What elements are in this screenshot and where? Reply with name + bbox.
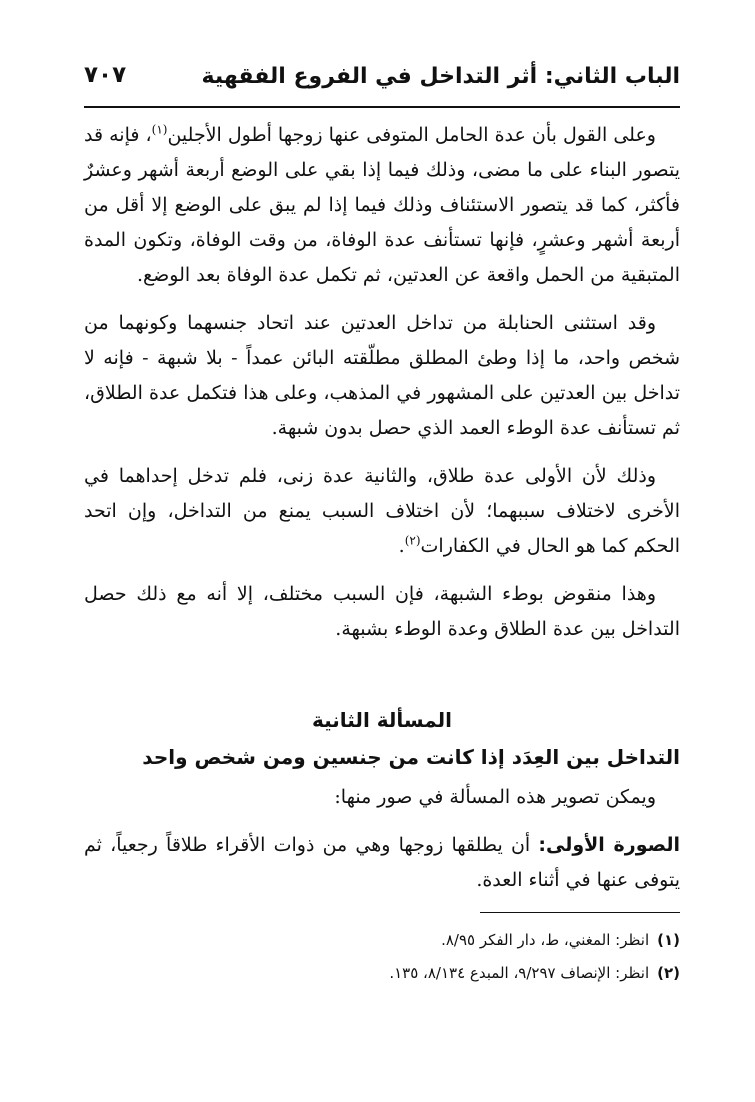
footnote-text: انظر: المغني، ط، دار الفكر ٨/٩٥. xyxy=(441,931,650,949)
section-heading: المسألة الثانية xyxy=(311,708,453,732)
paragraph-6 xyxy=(84,828,680,898)
paragraph-1 xyxy=(84,118,680,293)
page-number: ٧٠٧ xyxy=(84,62,127,88)
footnote-number: (٢) xyxy=(657,964,680,982)
image-label: الصورة الأولى: xyxy=(538,834,680,856)
footnote-2 xyxy=(84,957,680,990)
paragraph-4: وهذا منقوض بوطء الشبهة، فإن السبب مختلف، إلا أنه مع ذلك حصل التداخل بين عدة الطلاق وعدة الوطء بشبهة. xyxy=(84,583,680,640)
paragraph-5: ويمكن تصوير هذه المسألة في صور منها: xyxy=(334,786,656,808)
header-divider xyxy=(84,106,680,108)
footnote-number: (١) xyxy=(657,931,680,949)
body-text-2 xyxy=(84,780,680,898)
image-text: أن يطلقها زوجها وهي من ذوات الأقراء طلاقاً رجعياً، ثم يتوفى عنها في أثناء العدة. xyxy=(84,834,680,891)
footnote-text: انظر: الإنصاف ٩/٢٩٧، المبدع ٨/١٣٤، ١٣٥. xyxy=(389,964,650,982)
footnote-1 xyxy=(84,924,680,957)
footnote-divider xyxy=(480,912,680,913)
footnote-ref-2[interactable]: (٢) xyxy=(404,533,421,548)
footnote-ref-1[interactable]: (١) xyxy=(151,122,168,137)
chapter-title: الباب الثاني: أثر التداخل في الفروع الفقهية xyxy=(201,64,680,89)
paragraph-1-text-a: وعلى القول بأن عدة الحامل المتوفى عنها زوجها أطول الأجلين xyxy=(167,124,656,146)
footnotes xyxy=(84,924,680,990)
section-subheading: التداخل بين العِدَد إذا كانت من جنسين ومن شخص واحد xyxy=(142,745,680,769)
paragraph-3 xyxy=(84,459,680,564)
paragraph-2: وقد استثنى الحنابلة من تداخل العدتين عند اتحاد جنسهما وكونهما من شخص واحد، ما إذا وطئ المطلق مطلّقته البائن عمداً - بلا شبهة - فإنه لا تداخل بين العدتين على المشهور في المذهب، وعلى هذا فتكمل عدة الطلاق، ثم تستأنف عدة الوطء العمد الذي حصل بدون شبهة. xyxy=(84,312,680,439)
paragraph-3-text-a: وذلك لأن الأولى عدة طلاق، والثانية عدة زنى، فلم تدخل إحداهما في الأخرى لاختلاف سببهما؛ لأن اختلاف السبب يمنع من التداخل، وإن اتحد الحكم كما هو الحال في الكفارات xyxy=(84,465,680,557)
running-header xyxy=(84,60,680,104)
paragraph-1-text-b: ، فإنه قد يتصور البناء على ما مضى، وذلك فيما إذا بقي على الوضع أربعة أشهر وعشرٌ فأكثر، كما قد يتصور الاستئناف وذلك فيما إذا لم يبق على الوضع إلا أقل من أربعة أشهر وعشرٍ، فإنها تستأنف عدة الوفاة، من وقت الوفاة، وتكون المدة المتبقية من الحمل واقعة عن العدتين، ثم تكمل عدة الوفاة بعد الوضع. xyxy=(84,124,680,286)
body-text xyxy=(84,118,680,647)
paragraph-3-text-b: . xyxy=(398,535,405,557)
